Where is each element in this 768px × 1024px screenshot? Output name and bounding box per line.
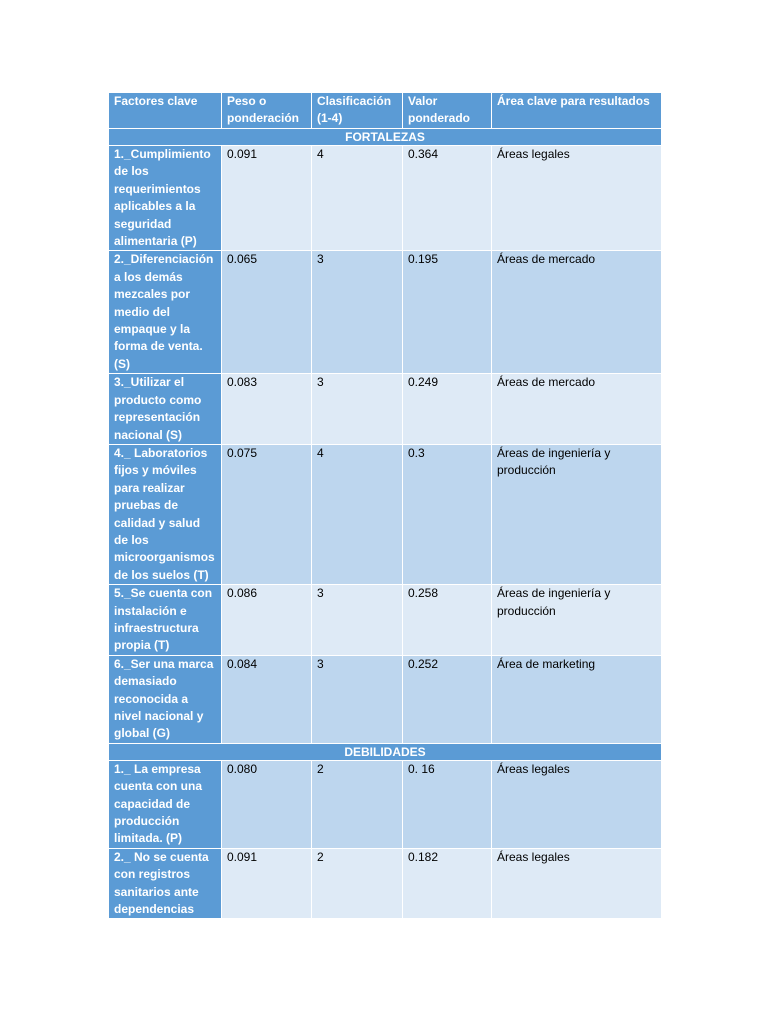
factor-cell: 5._Se cuenta con instalación e infraestructura propia (T) xyxy=(109,585,222,656)
factor-cell: 6._Ser una marca demasiado reconocida a nivel nacional y global (G) xyxy=(109,655,222,743)
area-cell: Áreas de ingeniería y producción xyxy=(492,585,662,656)
table-row xyxy=(109,146,662,251)
peso-cell: 0.065 xyxy=(222,251,312,374)
clasificacion-cell: 3 xyxy=(312,585,403,656)
area-cell: Áreas legales xyxy=(492,760,662,848)
clasificacion-cell: 3 xyxy=(312,374,403,445)
header-area-clave: Área clave para resultados xyxy=(492,93,662,129)
factor-cell: 3._Utilizar el producto como representación nacional (S) xyxy=(109,374,222,445)
clasificacion-cell: 4 xyxy=(312,444,403,584)
area-cell: Áreas de mercado xyxy=(492,374,662,445)
factor-cell: 1._ La empresa cuenta con una capacidad de producción limitada. (P) xyxy=(109,760,222,848)
factor-cell: 2._ No se cuenta con registros sanitarios ante dependencias xyxy=(109,848,222,919)
valor-cell: 0.249 xyxy=(403,374,492,445)
section-heading-fortalezas xyxy=(109,129,662,146)
peso-cell: 0.091 xyxy=(222,848,312,919)
section-title: FORTALEZAS xyxy=(109,129,662,146)
clasificacion-cell: 3 xyxy=(312,251,403,374)
table-row xyxy=(109,251,662,374)
valor-cell: 0.364 xyxy=(403,146,492,251)
area-cell: Áreas legales xyxy=(492,848,662,919)
valor-cell: 0.182 xyxy=(403,848,492,919)
header-factores-clave: Factores clave xyxy=(109,93,222,129)
area-cell: Áreas de ingeniería y producción xyxy=(492,444,662,584)
header-clasificacion: Clasificación (1-4) xyxy=(312,93,403,129)
factor-cell: 1._Cumplimiento de los requerimientos aplicables a la seguridad alimentaria (P) xyxy=(109,146,222,251)
factor-cell: 4._ Laboratorios fijos y móviles para realizar pruebas de calidad y salud de los microorganismos de los suelos (T) xyxy=(109,444,222,584)
area-cell: Áreas de mercado xyxy=(492,251,662,374)
table-header xyxy=(109,93,662,129)
valor-cell: 0. 16 xyxy=(403,760,492,848)
valor-cell: 0.252 xyxy=(403,655,492,743)
valor-cell: 0.258 xyxy=(403,585,492,656)
peso-cell: 0.084 xyxy=(222,655,312,743)
peso-cell: 0.083 xyxy=(222,374,312,445)
section-heading-debilidades xyxy=(109,743,662,760)
factors-matrix-table xyxy=(108,92,662,919)
table-row xyxy=(109,655,662,743)
table-row xyxy=(109,374,662,445)
table-row xyxy=(109,444,662,584)
clasificacion-cell: 2 xyxy=(312,848,403,919)
table-row xyxy=(109,848,662,919)
header-peso: Peso o ponderación xyxy=(222,93,312,129)
area-cell: Áreas legales xyxy=(492,146,662,251)
valor-cell: 0.195 xyxy=(403,251,492,374)
header-valor-ponderado: Valor ponderado xyxy=(403,93,492,129)
table-row xyxy=(109,585,662,656)
clasificacion-cell: 4 xyxy=(312,146,403,251)
area-cell: Área de marketing xyxy=(492,655,662,743)
clasificacion-cell: 3 xyxy=(312,655,403,743)
clasificacion-cell: 2 xyxy=(312,760,403,848)
valor-cell: 0.3 xyxy=(403,444,492,584)
section-title: DEBILIDADES xyxy=(109,743,662,760)
peso-cell: 0.080 xyxy=(222,760,312,848)
peso-cell: 0.091 xyxy=(222,146,312,251)
table-body xyxy=(109,129,662,919)
table-row xyxy=(109,760,662,848)
peso-cell: 0.086 xyxy=(222,585,312,656)
factor-cell: 2._Diferenciación a los demás mezcales por medio del empaque y la forma de venta. (S) xyxy=(109,251,222,374)
peso-cell: 0.075 xyxy=(222,444,312,584)
header-row xyxy=(109,93,662,129)
